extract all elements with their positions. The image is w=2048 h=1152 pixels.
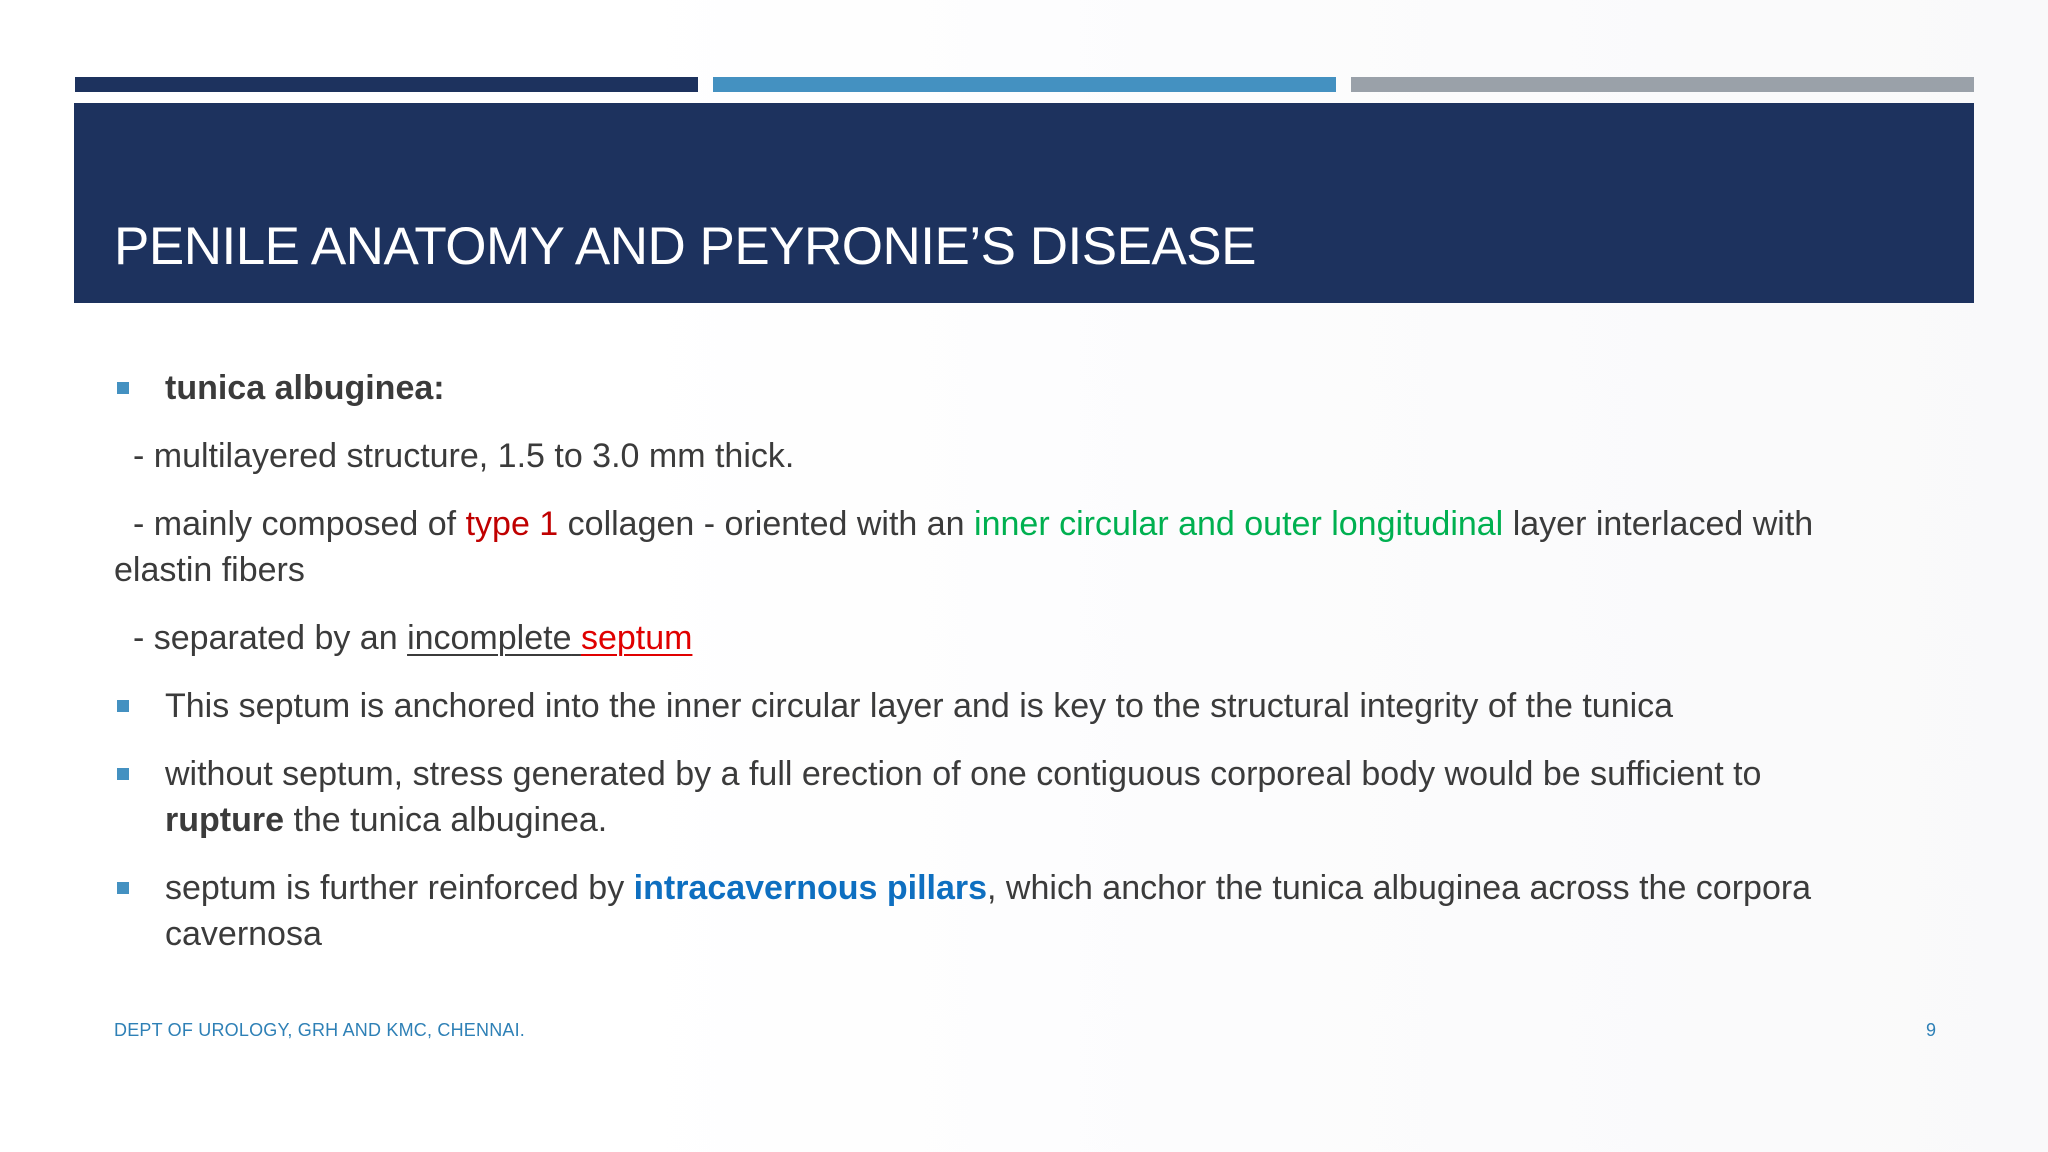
- emphasis-rupture: rupture: [165, 801, 284, 839]
- slide-content: [114, 365, 1954, 957]
- emphasis-septum: septum: [580, 619, 693, 657]
- bullet-text-line1: without septum, stress generated by a full erection of one contiguous corporeal body would be sufficient to: [165, 755, 1762, 793]
- slide-title: PENILE ANATOMY AND PEYRONIE’S DISEASE: [114, 217, 1256, 276]
- dash-item-septum: [114, 615, 1954, 661]
- square-bullet-icon: [117, 768, 129, 780]
- square-bullet-icon: [117, 700, 129, 712]
- bullet-without-septum: [114, 751, 1954, 843]
- accent-bar-gray: [1351, 77, 1974, 92]
- dash-text-continued: elastin fibers: [114, 551, 305, 589]
- bullet-text: This septum is anchored into the inner circular layer and is key to the structural integrity of the tunica: [165, 687, 1674, 725]
- bullet-text-continued: cavernosa: [165, 915, 322, 953]
- title-band: [74, 103, 1974, 303]
- dash-text-suffix: layer interlaced with: [1503, 505, 1814, 543]
- square-bullet-icon: [117, 882, 129, 894]
- footer-department: DEPT OF UROLOGY, GRH AND KMC, CHENNAI.: [114, 1020, 526, 1040]
- emphasis-intracavernous-pillars: intracavernous pillars: [633, 869, 988, 907]
- emphasis-incomplete: incomplete: [407, 619, 572, 657]
- dash-item-composition: [114, 501, 1954, 547]
- bullet-text-prefix: septum is further reinforced by: [165, 869, 634, 907]
- accent-bar-light-blue: [713, 77, 1336, 92]
- emphasis-layers: inner circular and outer longitudinal: [974, 505, 1504, 543]
- bullet-septum-anchored: [114, 683, 1954, 729]
- bullet-tunica-albuginea: [114, 365, 1954, 411]
- bullet-intracavernous-pillars: [114, 865, 1954, 957]
- emphasis-type-1: type 1: [465, 505, 559, 543]
- underline-space: [571, 619, 580, 657]
- slide-number: 9: [1925, 1020, 1936, 1040]
- dash-text-mid: collagen - oriented with an: [558, 505, 975, 543]
- square-bullet-icon: [117, 382, 129, 394]
- dash-item-composition-continued: [114, 547, 1954, 593]
- bullet-text-suffix: , which anchor the tunica albuginea across the corpora: [987, 869, 1812, 907]
- dash-text: - multilayered structure, 1.5 to 3.0 mm thick.: [133, 437, 795, 475]
- bullet-text-rest: the tunica albuginea.: [284, 801, 608, 839]
- dash-text-prefix: - mainly composed of: [133, 505, 466, 543]
- accent-bar-dark-blue: [75, 77, 698, 92]
- bullet-heading: tunica albuginea:: [165, 369, 445, 407]
- dash-item-multilayered: [114, 433, 1954, 479]
- dash-text-prefix: - separated by an: [133, 619, 408, 657]
